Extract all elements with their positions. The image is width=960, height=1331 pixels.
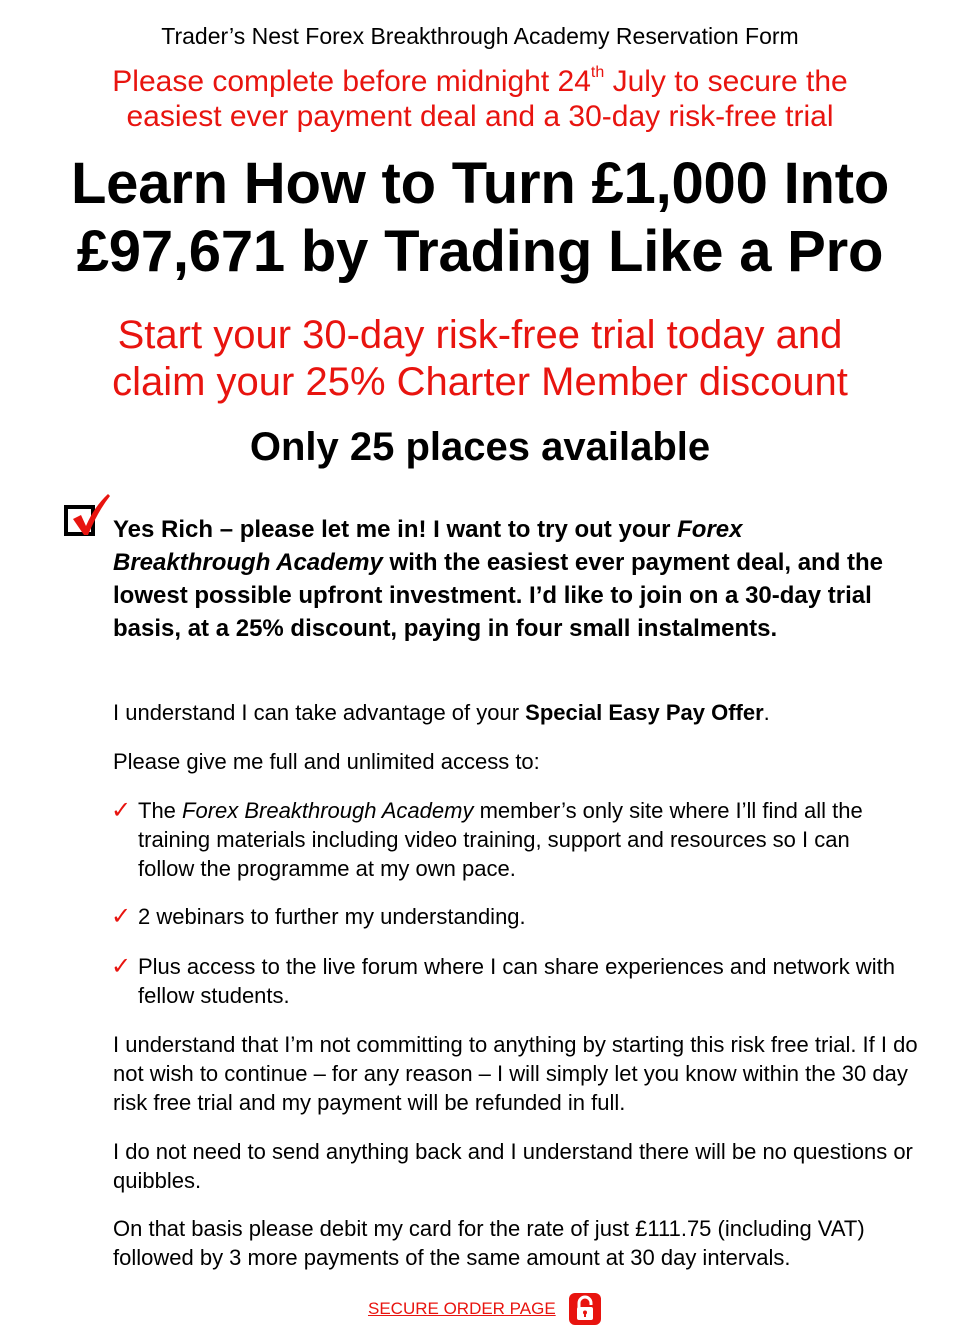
acceptance-checkbox[interactable] <box>64 505 95 536</box>
bullet-3-text: Plus access to the live forum where I can share experiences and network with fellow students. <box>138 954 895 1008</box>
bullet-2-text: 2 webinars to further my understanding. <box>138 904 526 929</box>
checkmark-icon <box>70 493 110 537</box>
checkmark-icon: ✓ <box>111 953 132 980</box>
subhead-line1: Start your 30-day risk-free trial today and <box>117 313 843 357</box>
access-intro: Please give me full and unlimited access to: <box>113 749 540 774</box>
list-item <box>111 902 911 931</box>
places-available: Only 25 places available <box>249 425 711 469</box>
secure-order-footer <box>368 1292 602 1326</box>
deadline-text-cont: July to secure the <box>604 65 848 98</box>
deadline-ordinal: th <box>590 64 605 81</box>
offer-name: Special Easy Pay Offer <box>525 700 764 725</box>
list-item <box>111 952 911 1010</box>
headline-line1: Learn How to Turn £1,000 Into <box>70 151 890 216</box>
checkmark-icon: ✓ <box>111 903 132 930</box>
deadline-line2: easiest ever payment deal and a 30-day risk-free trial <box>126 100 834 133</box>
padlock-icon[interactable] <box>568 1292 602 1326</box>
terms-paragraph-3: On that basis please debit my card for the rate of just £111.75 (including VAT) followed by 3 more payments of the same amount at 30 day intervals. <box>113 1216 865 1270</box>
page-headline <box>0 150 960 286</box>
terms-paragraph-1: I understand that I’m not committing to anything by starting this risk free trial. If I do not wish to continue – for any reason – I will simply let you know within the 30 day risk free trial and my payment will be refunded in full. <box>113 1032 918 1115</box>
bullet-1-text-cont: member’s only site where I’ll find all the training materials including video training, support and resources so I can follow the programme at my own pace. <box>138 798 863 881</box>
deadline-text: Please complete before midnight 24 <box>112 65 591 98</box>
offer-end: . <box>763 700 770 725</box>
acceptance-statement <box>113 513 893 645</box>
yes-text-cont: with the easiest ever payment deal, and the lowest possible upfront investment. I’d like to join on a 30-day trial basis, at a 25% discount, paying in four small instalments. <box>113 549 884 642</box>
headline-line2: £97,671 by Trading Like a Pro <box>76 219 884 284</box>
checkmark-icon: ✓ <box>111 797 132 824</box>
deadline-notice <box>0 64 960 134</box>
subheadline <box>0 312 960 406</box>
terms-paragraph-2: I do not need to send anything back and I understand there will be no questions or quibbles. <box>113 1139 913 1193</box>
yes-academy-name: Forex Breakthrough Academy <box>113 516 743 576</box>
list-item <box>111 796 911 883</box>
bullet-text <box>138 796 908 883</box>
offer-text: I understand I can take advantage of your <box>113 700 526 725</box>
offer-paragraph <box>113 698 943 727</box>
bullet-1-text: The <box>138 798 183 823</box>
subhead-line2: claim your 25% Charter Member discount <box>112 360 848 404</box>
secure-order-link[interactable]: SECURE ORDER PAGE <box>368 1299 556 1318</box>
yes-text: Yes Rich – please let me in! I want to try out your <box>113 516 678 543</box>
form-title: Trader’s Nest Forex Breakthrough Academy Reservation Form <box>161 23 799 49</box>
bullet-1-academy: Forex Breakthrough Academy <box>182 798 474 823</box>
